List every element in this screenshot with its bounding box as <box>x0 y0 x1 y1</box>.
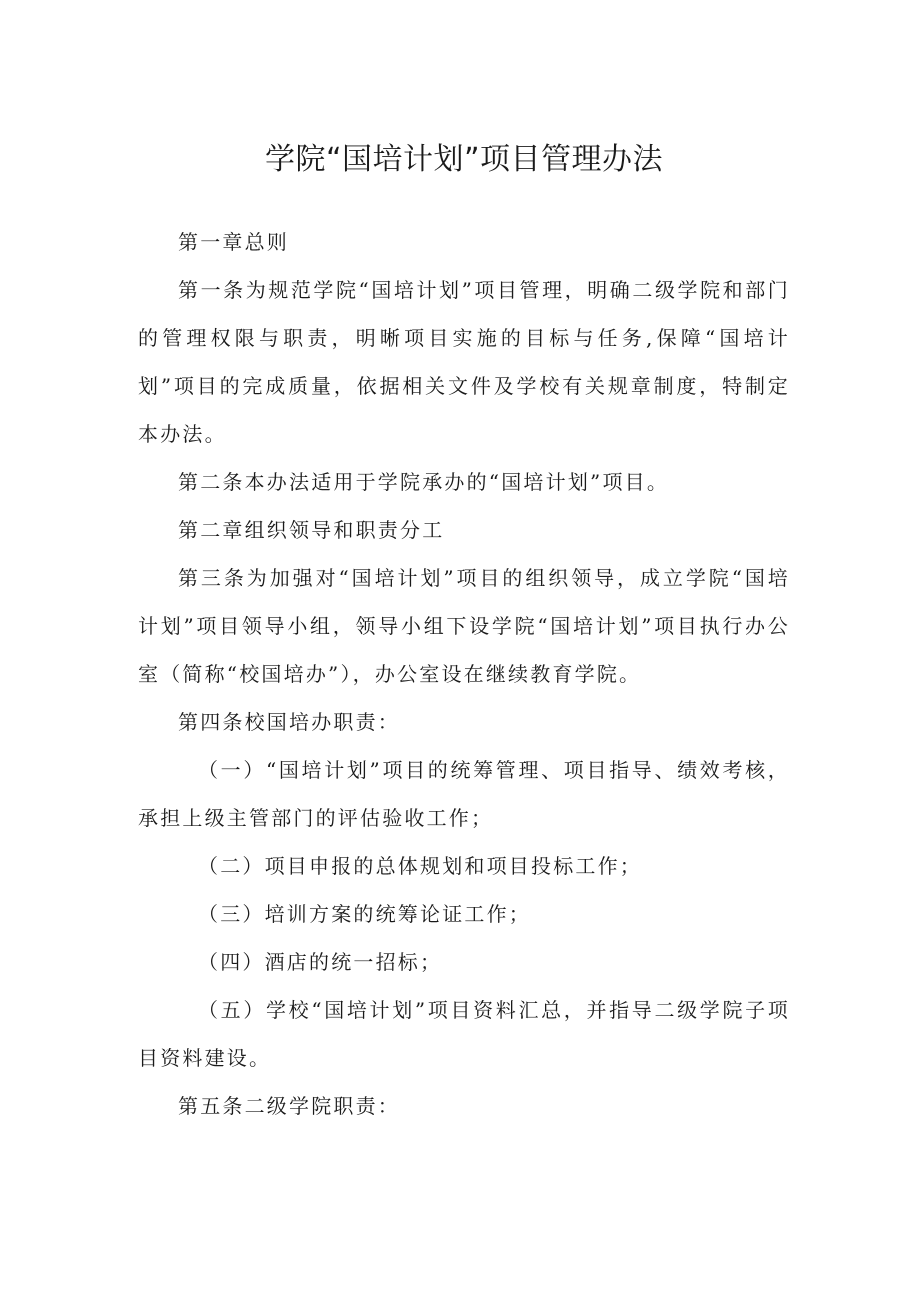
list-item: （一）“国培计划”项目的统筹管理、项目指导、绩效考核，承担上级主管部门的评估验收工作； <box>138 758 790 830</box>
article-paragraph: 第一条为规范学院“国培计划”项目管理，明确二级学院和部门的管理权限与职责，明晰项目实施的目标与任务,保障“国培计划”项目的完成质量，依据相关文件及学校有关规章制度，特制定本办法。 <box>138 278 790 446</box>
list-item: （三）培训方案的统筹论证工作； <box>198 902 531 926</box>
chapter-heading: 第一章总则 <box>178 230 289 254</box>
article-paragraph: 第三条为加强对“国培计划”项目的组织领导，成立学院“国培计划”项目领导小组，领导小组下设学院“国培计划”项目执行办公室（简称“校国培办”），办公室设在继续教育学院。 <box>138 566 790 686</box>
article-paragraph: 第二条本办法适用于学院承办的“国培计划”项目。 <box>178 470 670 494</box>
chapter-heading: 第二章组织领导和职责分工 <box>178 518 445 542</box>
document-body <box>138 218 790 1130</box>
article-paragraph: 第四条校国培办职责： <box>178 710 400 734</box>
list-item: （五）学校“国培计划”项目资料汇总，并指导二级学院子项目资料建设。 <box>138 998 790 1070</box>
article-paragraph: 第五条二级学院职责： <box>178 1094 400 1118</box>
list-item: （二）项目申报的总体规划和项目投标工作； <box>198 854 642 878</box>
document-title: 学院“国培计划”项目管理办法 <box>264 142 664 177</box>
list-item: （四）酒店的统一招标； <box>198 950 443 974</box>
